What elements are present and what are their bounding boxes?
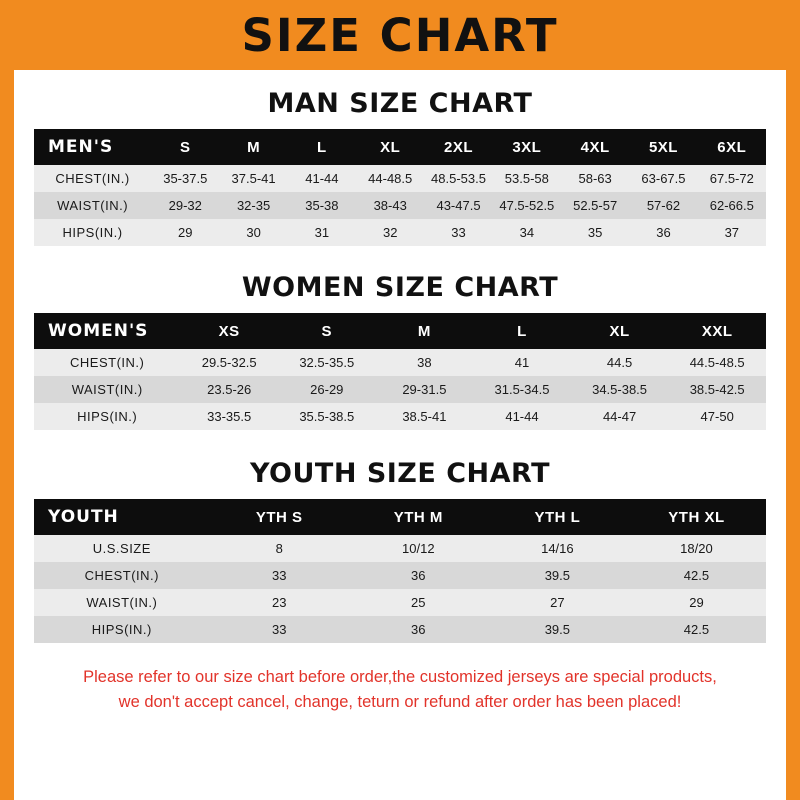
youth-cell: 18/20 [627,535,766,562]
table-row [34,403,766,430]
page-banner [0,0,800,70]
footnote [34,665,766,715]
youth-cell: 42.5 [627,616,766,643]
women-row-label: HIPS(IN.) [34,403,180,430]
women-cell: 41 [473,349,571,376]
table-row [34,562,766,589]
man-row-label: WAIST(IN.) [34,192,151,219]
women-cell: 29.5-32.5 [180,349,278,376]
youth-header-cell: YOUTH [34,499,210,535]
man-header-cell: 6XL [698,129,766,165]
man-section-title: MAN SIZE CHART [267,88,533,119]
footnote-line-2: we don't accept cancel, change, teturn or refund after order has been placed! [118,692,682,711]
man-header-cell: 3XL [493,129,561,165]
women-cell: 38.5-42.5 [668,376,766,403]
women-cell: 32.5-35.5 [278,349,376,376]
man-header-cell: 5XL [629,129,697,165]
women-header-cell: XL [571,313,669,349]
women-section-title: WOMEN SIZE CHART [241,272,559,303]
table-row [34,535,766,562]
youth-row-label: HIPS(IN.) [34,616,210,643]
man-header-cell: XL [356,129,424,165]
man-cell: 48.5-53.5 [424,165,492,192]
youth-cell: 23 [210,589,349,616]
women-cell: 23.5-26 [180,376,278,403]
man-header-cell: MEN'S [34,129,151,165]
footnote-line-1: Please refer to our size chart before order,the customized jerseys are special products, [83,668,717,686]
table-header-row [34,129,766,165]
women-cell: 38.5-41 [376,403,474,430]
youth-cell: 39.5 [488,616,627,643]
women-size-table [34,313,766,430]
man-row-label: CHEST(IN.) [34,165,151,192]
table-row [34,376,766,403]
women-header-cell: S [278,313,376,349]
man-cell: 29 [151,219,219,246]
youth-header-cell: YTH S [210,499,349,535]
women-cell: 31.5-34.5 [473,376,571,403]
man-cell: 32-35 [219,192,287,219]
man-cell: 31 [288,219,356,246]
women-header-cell: XS [180,313,278,349]
man-header-cell: 4XL [561,129,629,165]
youth-cell: 36 [349,562,488,589]
table-row [34,165,766,192]
man-cell: 36 [629,219,697,246]
women-row-label: WAIST(IN.) [34,376,180,403]
man-header-cell: S [151,129,219,165]
man-cell: 67.5-72 [698,165,766,192]
youth-section-title: YOUTH SIZE CHART [249,458,551,489]
man-cell: 41-44 [288,165,356,192]
man-cell: 37.5-41 [219,165,287,192]
man-cell: 63-67.5 [629,165,697,192]
youth-row-label: CHEST(IN.) [34,562,210,589]
youth-cell: 42.5 [627,562,766,589]
youth-cell: 33 [210,562,349,589]
women-cell: 44-47 [571,403,669,430]
youth-cell: 39.5 [488,562,627,589]
women-header-cell: WOMEN'S [34,313,180,349]
youth-row-label: WAIST(IN.) [34,589,210,616]
man-size-table [34,129,766,246]
man-cell: 52.5-57 [561,192,629,219]
man-cell: 35 [561,219,629,246]
man-header-cell: 2XL [424,129,492,165]
man-cell: 35-38 [288,192,356,219]
youth-cell: 14/16 [488,535,627,562]
table-header-row [34,313,766,349]
man-cell: 30 [219,219,287,246]
youth-cell: 27 [488,589,627,616]
women-cell: 26-29 [278,376,376,403]
man-cell: 29-32 [151,192,219,219]
man-cell: 34 [493,219,561,246]
women-cell: 44.5 [571,349,669,376]
youth-cell: 10/12 [349,535,488,562]
youth-size-table [34,499,766,643]
page-title: SIZE CHART [241,8,559,62]
table-row [34,219,766,246]
man-cell: 43-47.5 [424,192,492,219]
youth-cell: 29 [627,589,766,616]
chart-content [14,88,786,715]
table-header-row [34,499,766,535]
table-row [34,349,766,376]
table-row [34,589,766,616]
women-cell: 44.5-48.5 [668,349,766,376]
table-row [34,192,766,219]
women-cell: 35.5-38.5 [278,403,376,430]
youth-cell: 33 [210,616,349,643]
man-header-cell: L [288,129,356,165]
youth-header-cell: YTH M [349,499,488,535]
youth-cell: 8 [210,535,349,562]
man-header-cell: M [219,129,287,165]
women-header-cell: L [473,313,571,349]
women-cell: 33-35.5 [180,403,278,430]
women-cell: 41-44 [473,403,571,430]
man-cell: 62-66.5 [698,192,766,219]
man-cell: 38-43 [356,192,424,219]
man-cell: 35-37.5 [151,165,219,192]
man-cell: 47.5-52.5 [493,192,561,219]
man-cell: 44-48.5 [356,165,424,192]
youth-header-cell: YTH L [488,499,627,535]
man-row-label: HIPS(IN.) [34,219,151,246]
women-cell: 38 [376,349,474,376]
man-cell: 53.5-58 [493,165,561,192]
women-header-cell: XXL [668,313,766,349]
man-cell: 32 [356,219,424,246]
youth-cell: 36 [349,616,488,643]
women-header-cell: M [376,313,474,349]
youth-row-label: U.S.SIZE [34,535,210,562]
man-cell: 57-62 [629,192,697,219]
man-cell: 33 [424,219,492,246]
women-cell: 34.5-38.5 [571,376,669,403]
youth-cell: 25 [349,589,488,616]
man-cell: 37 [698,219,766,246]
man-cell: 58-63 [561,165,629,192]
youth-header-cell: YTH XL [627,499,766,535]
women-cell: 29-31.5 [376,376,474,403]
women-row-label: CHEST(IN.) [34,349,180,376]
women-cell: 47-50 [668,403,766,430]
table-row [34,616,766,643]
